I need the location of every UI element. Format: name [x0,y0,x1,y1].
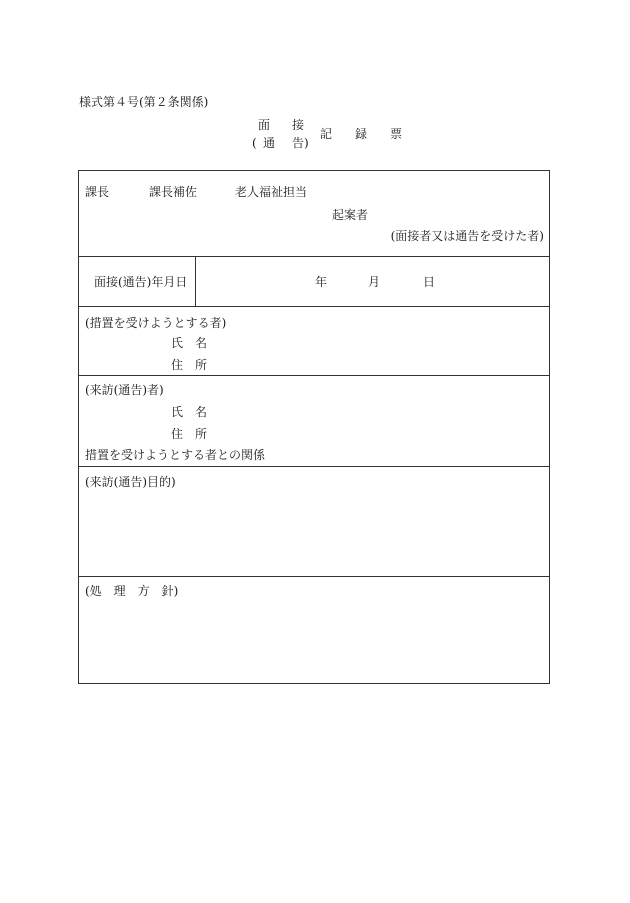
title-paren-open: ( [252,136,257,150]
drafter-label: 起案者 [332,208,369,222]
title-char-setsu: 接 [292,118,305,132]
title-char-ki: 記 [320,127,333,141]
title-char-koku: 告 [292,136,305,150]
subject-address-label: 住 所 [171,358,208,372]
title-char-roku: 録 [355,127,368,141]
visitor-heading: (来訪(通告)者) [85,383,164,397]
divider-approval [79,256,549,257]
visitor-address-label: 住 所 [171,427,208,441]
drafter-note: (面接者又は通告を受けた者) [390,229,544,243]
record-form-table [78,170,550,684]
form-number: 様式第４号(第２条関係) [79,95,209,109]
assistant-chief-label: 課長補佐 [149,185,198,199]
title-char-men: 面 [258,118,271,132]
title-paren-close: ) [304,136,309,150]
date-label: 面接(通告)年月日 [94,275,188,289]
month-label: 月 [368,275,381,289]
divider-date [79,306,549,307]
day-label: 日 [423,275,436,289]
divider-visitor [79,466,549,467]
purpose-heading: (来訪(通告)目的) [85,475,176,489]
subject-heading: (措置を受けようとする者) [85,316,227,330]
divider-date-label [195,256,196,306]
year-label: 年 [315,275,328,289]
title-char-hyou: 票 [390,127,403,141]
divider-subject [79,375,549,376]
title-char-tsuu: 通 [263,136,276,150]
elderly-welfare-staff-label: 老人福祉担当 [235,185,308,199]
visitor-name-label: 氏 名 [171,405,208,419]
policy-heading: (処 理 方 針) [85,584,179,598]
visitor-relation-label: 措置を受けようとする者との関係 [85,448,266,462]
divider-purpose [79,576,549,577]
section-chief-label: 課長 [85,185,110,199]
subject-name-label: 氏 名 [171,336,208,350]
